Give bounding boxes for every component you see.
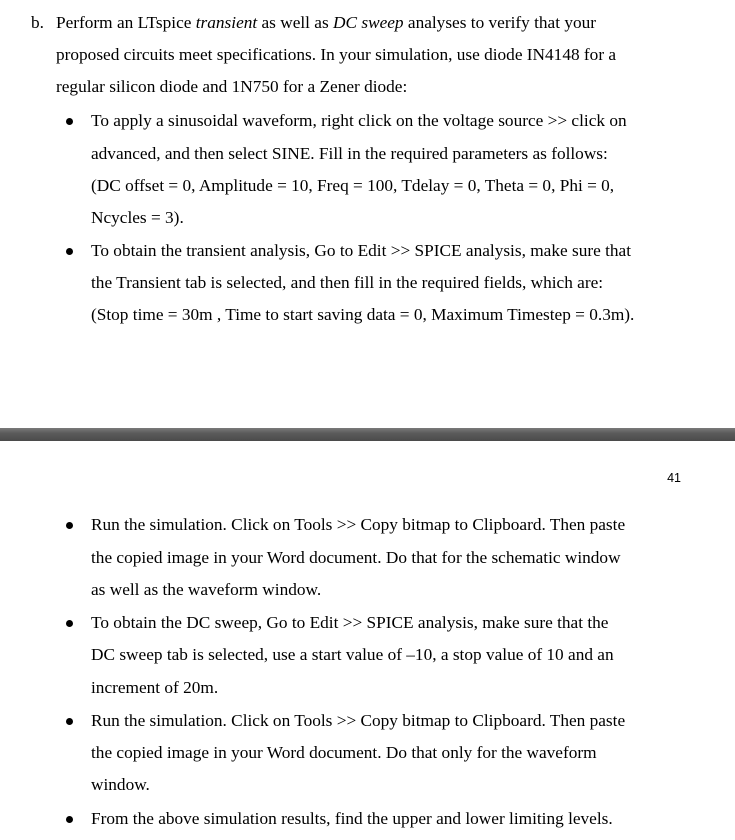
bullet-dot bbox=[66, 248, 73, 255]
emphasis-transient: transient bbox=[195, 13, 258, 32]
intro-line-1: Perform an LTspice transient as well as DC sweep analyses to verify that your bbox=[56, 13, 597, 32]
bullet-1-line-4: Ncycles = 3). bbox=[91, 208, 184, 227]
intro-line-3: regular silicon diode and 1N750 for a Zener diode: bbox=[56, 77, 408, 96]
bullet-4-line-1: To obtain the DC sweep, Go to Edit >> SPICE analysis, make sure that the bbox=[91, 613, 609, 632]
bullet-dot bbox=[66, 522, 73, 529]
page-separator bbox=[0, 428, 735, 441]
bullet-dot bbox=[66, 816, 73, 823]
bullet-dot bbox=[66, 118, 73, 125]
page-number: 41 bbox=[667, 471, 681, 485]
emphasis-dc-sweep: DC sweep bbox=[333, 13, 404, 32]
bullet-2-line-2: the Transient tab is selected, and then fill in the required fields, which are: bbox=[91, 273, 604, 292]
bullet-4-line-3: increment of 20m. bbox=[91, 678, 219, 697]
bullet-dot bbox=[66, 718, 73, 725]
bullet-1-line-2: advanced, and then select SINE. Fill in the required parameters as follows: bbox=[91, 144, 608, 163]
bullet-3-line-2: the copied image in your Word document. Do that for the schematic window bbox=[91, 548, 621, 567]
bullet-1-line-3: (DC offset = 0, Amplitude = 10, Freq = 100, Tdelay = 0, Theta = 0, Phi = 0, bbox=[91, 176, 615, 195]
bullet-6-line-1: From the above simulation results, find the upper and lower limiting levels. bbox=[91, 809, 613, 828]
intro-line-2: proposed circuits meet specifications. In your simulation, use diode IN4148 for a bbox=[56, 45, 617, 64]
bullet-4-line-2: DC sweep tab is selected, use a start value of –10, a stop value of 10 and an bbox=[91, 645, 614, 664]
document-page-bottom bbox=[0, 441, 735, 840]
bullet-dot bbox=[66, 620, 73, 627]
bullet-5-line-1: Run the simulation. Click on Tools >> Copy bitmap to Clipboard. Then paste bbox=[91, 711, 626, 730]
bullet-3-line-3: as well as the waveform window. bbox=[91, 580, 322, 599]
bullet-2-line-1: To obtain the transient analysis, Go to Edit >> SPICE analysis, make sure that bbox=[91, 241, 631, 260]
bullet-1-line-1: To apply a sinusoidal waveform, right click on the voltage source >> click on bbox=[91, 111, 627, 130]
bullet-2-line-3: (Stop time = 30m , Time to start saving data = 0, Maximum Timestep = 0.3m). bbox=[91, 305, 635, 324]
item-label: b. bbox=[31, 13, 44, 32]
bullet-5-line-3: window. bbox=[91, 775, 150, 794]
bullet-5-line-2: the copied image in your Word document. Do that only for the waveform bbox=[91, 743, 597, 762]
bullet-3-line-1: Run the simulation. Click on Tools >> Copy bitmap to Clipboard. Then paste bbox=[91, 515, 626, 534]
